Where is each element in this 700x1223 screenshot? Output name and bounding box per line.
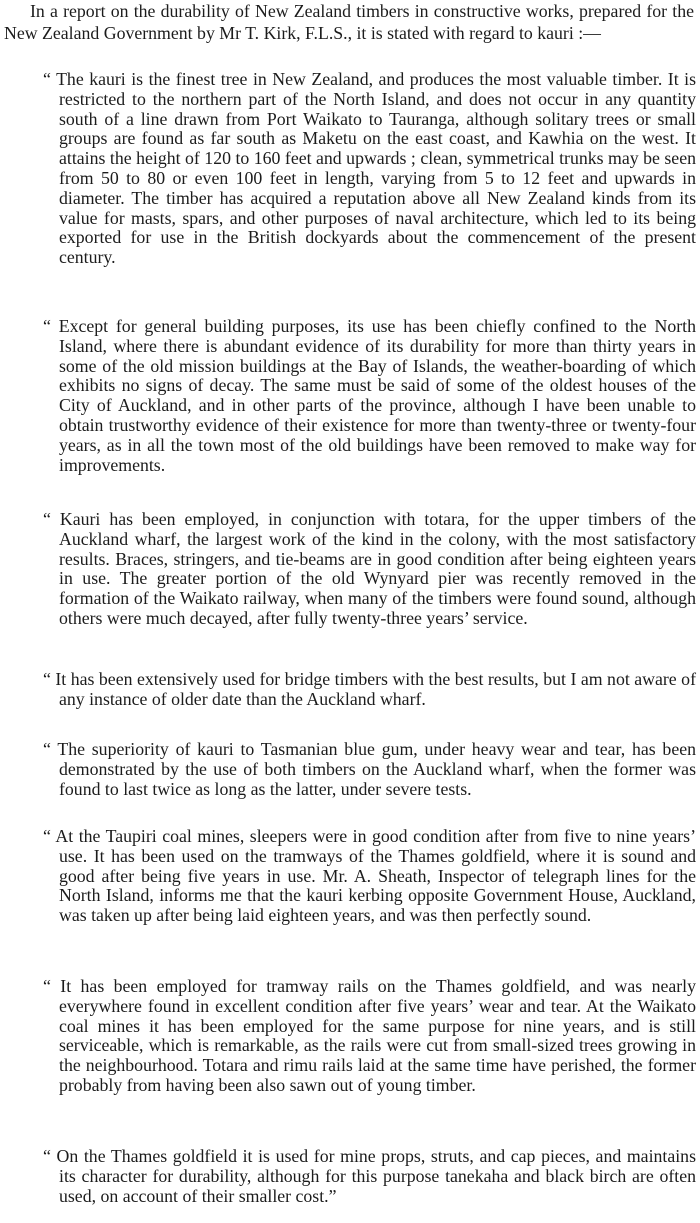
quote-paragraph-auckland-wharf: “ Kauri has been employed, in conjunction with totara, for the upper timbers of the Auckland wharf, the largest work of the kind in the colony, with the most satisfactory results. Braces, stringers, and tie-beams are in good condition after being eighteen years in use. The greater portion of the old Wynyard pier was recently removed in the formation of the Waikato railway, when many of the timbers were found sound, although others were much decayed, after fully twenty-three years’ service.: [43, 509, 696, 628]
quote-paragraph-blue-gum-comparison: “ The superiority of kauri to Tasmanian blue gum, under heavy wear and tear, has been demonstrated by the use of both timbers on the Auckland wharf, when the former was found to last twice as long as the latter, under severe tests.: [43, 739, 696, 799]
quote-paragraph-kauri-finest-tree: “ The kauri is the finest tree in New Zealand, and produces the most valuable timber. It is restricted to the northern part of the North Island, and does not occur in any quantity south of a line drawn from Port Waikato to Tauranga, although solitary trees or small groups are found as far south as Maketu on the east coast, and Kawhia on the west. It attains the height of 120 to 160 feet and upwards ; clean, symmetrical trunks may be seen from 50 to 80 or even 100 feet in length, varying from 5 to 12 feet and upwards in diameter. The timber has acquired a reputation above all New Zealand kinds from its value for masts, spars, and other purposes of naval architecture, which led to its being exported for use in the British dockyards about the commencement of the present century.: [43, 69, 696, 268]
intro-paragraph: In a report on the durability of New Zealand timbers in constructive works, prepared for the New Zealand Government by Mr T. Kirk, F.L.S., it is stated with regard to kauri :—: [4, 1, 694, 44]
quote-paragraph-bridge-timbers: “ It has been extensively used for bridge timbers with the best results, but I am not aware of any instance of older date than the Auckland wharf.: [43, 669, 696, 709]
quote-paragraph-taupiri-coal-mines: “ At the Taupiri coal mines, sleepers were in good condition after from five to nine years’ use. It has been used on the tramways of the Thames goldfield, where it is sound and good after being five years in use. Mr. A. Sheath, Inspector of telegraph lines for the North Island, informs me that the kauri kerbing opposite Government House, Auckland, was taken up after being laid eighteen years, and was then perfectly sound.: [43, 826, 696, 926]
quote-paragraph-building-purposes: “ Except for general building purposes, its use has been chiefly confined to the North Island, where there is abundant evidence of its durability for more than thirty years in some of the old mission buildings at the Bay of Islands, the weather-boarding of which exhibits no signs of decay. The same must be said of some of the oldest houses of the City of Auckland, and in other parts of the province, although I have been unable to obtain trustworthy evidence of their existence for more than twenty-three or twenty-four years, as in all the town most of the old buildings have been removed to make way for improvements.: [43, 316, 696, 475]
quote-paragraph-mine-props: “ On the Thames goldfield it is used for mine props, struts, and cap pieces, and maintains its character for durability, although for this purpose tanekaha and black birch are often used, on account of their smaller cost.”: [43, 1146, 696, 1206]
quote-paragraph-tramway-rails: “ It has been employed for tramway rails on the Thames goldfield, and was nearly everywhere found in excellent condition after five years’ wear and tear. At the Waikato coal mines it has been employed for the same purpose for nine years, and is still serviceable, which is remarkable, as the rails were cut from small-sized trees growing in the neighbourhood. Totara and rimu rails laid at the same time have perished, the former probably from having been also sawn out of young timber.: [43, 976, 696, 1095]
